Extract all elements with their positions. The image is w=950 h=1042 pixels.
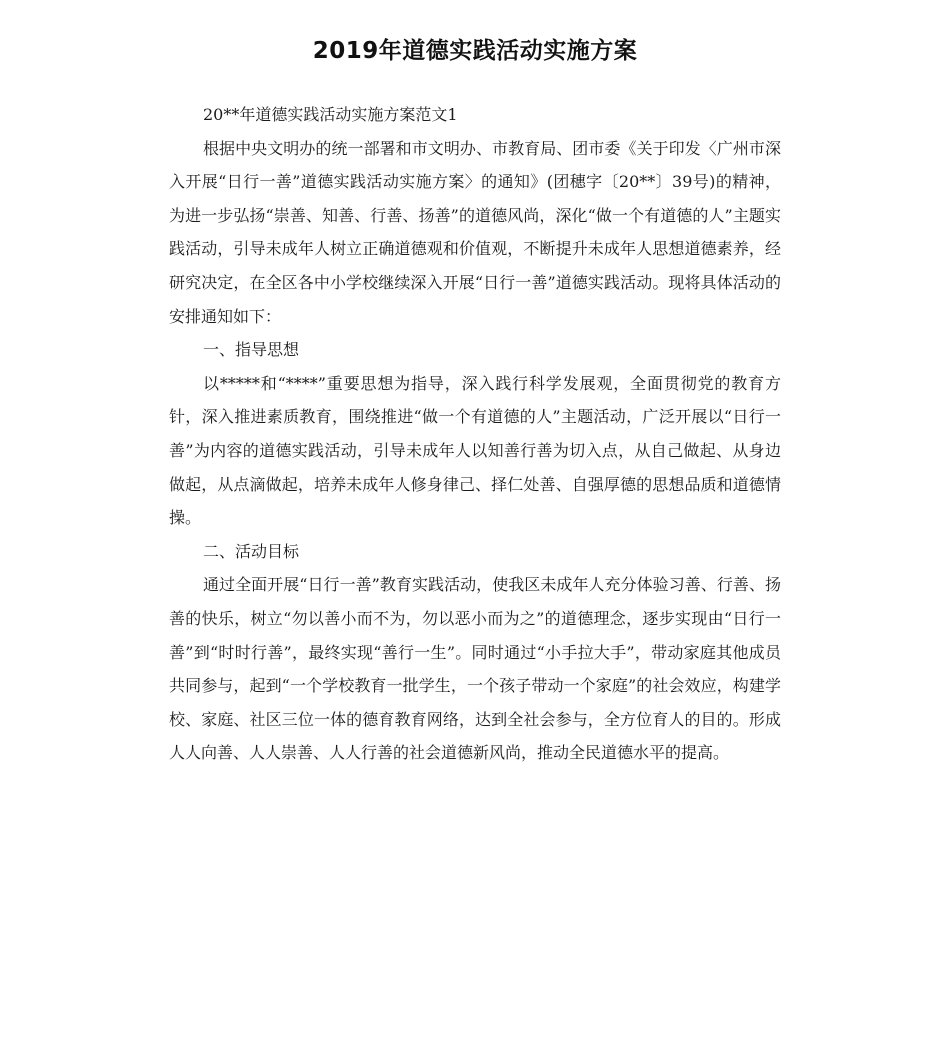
paragraph-guiding-ideology: 以*****和“****”重要思想为指导，深入践行科学发展观，全面贯彻党的教育方针，深入推进素质教育，围绕推进“做一个有道德的人”主题活动，广泛开展以“日行一善”为内容的道德实践活动，引导未成年人以知善行善为切入点，从自己做起、从身边做起，从点滴做起，培养未成年人修身律己、择仁处善、自强厚德的思想品质和道德情操。 <box>169 373 781 528</box>
paragraph-subtitle: 20**年道德实践活动实施方案范文1 <box>203 105 458 124</box>
section-heading-activity-goals: 二、活动目标 <box>203 541 300 561</box>
document-title: 2019年道德实践活动实施方案 <box>312 38 638 64</box>
document-body <box>169 98 781 770</box>
paragraph-intro: 根据中央文明办的统一部署和市文明办、市教育局、团市委《关于印发〈广州市深入开展“日行一善”道德实践活动实施方案〉的通知》(团穗字〔20**〕39号)的精神，为进一步弘扬“崇善、知善、行善、扬善”的道德风尚，深化“做一个有道德的人”主题实践活动，引导未成年人树立正确道德观和价值观，不断提升未成年人思想道德素养，经研究决定，在全区各中小学校继续深入开展“日行一善”道德实践活动。现将具体活动的安排通知如下： <box>169 138 781 326</box>
section-heading-guiding-ideology: 一、指导思想 <box>203 340 300 360</box>
paragraph-activity-goals: 通过全面开展“日行一善”教育实践活动，使我区未成年人充分体验习善、行善、扬善的快乐，树立“勿以善小而不为，勿以恶小而为之”的道德理念，逐步实现由“日行一善”到“时时行善”，最终实现“善行一生”。同时通过“小手拉大手”，带动家庭其他成员共同参与，起到“一个学校教育一批学生，一个孩子带动一个家庭”的社会效应，构建学校、家庭、社区三位一体的德育教育网络，达到全社会参与，全方位育人的目的。形成人人向善、人人崇善、人人行善的社会道德新风尚，推动全民道德水平的提高。 <box>169 575 781 763</box>
